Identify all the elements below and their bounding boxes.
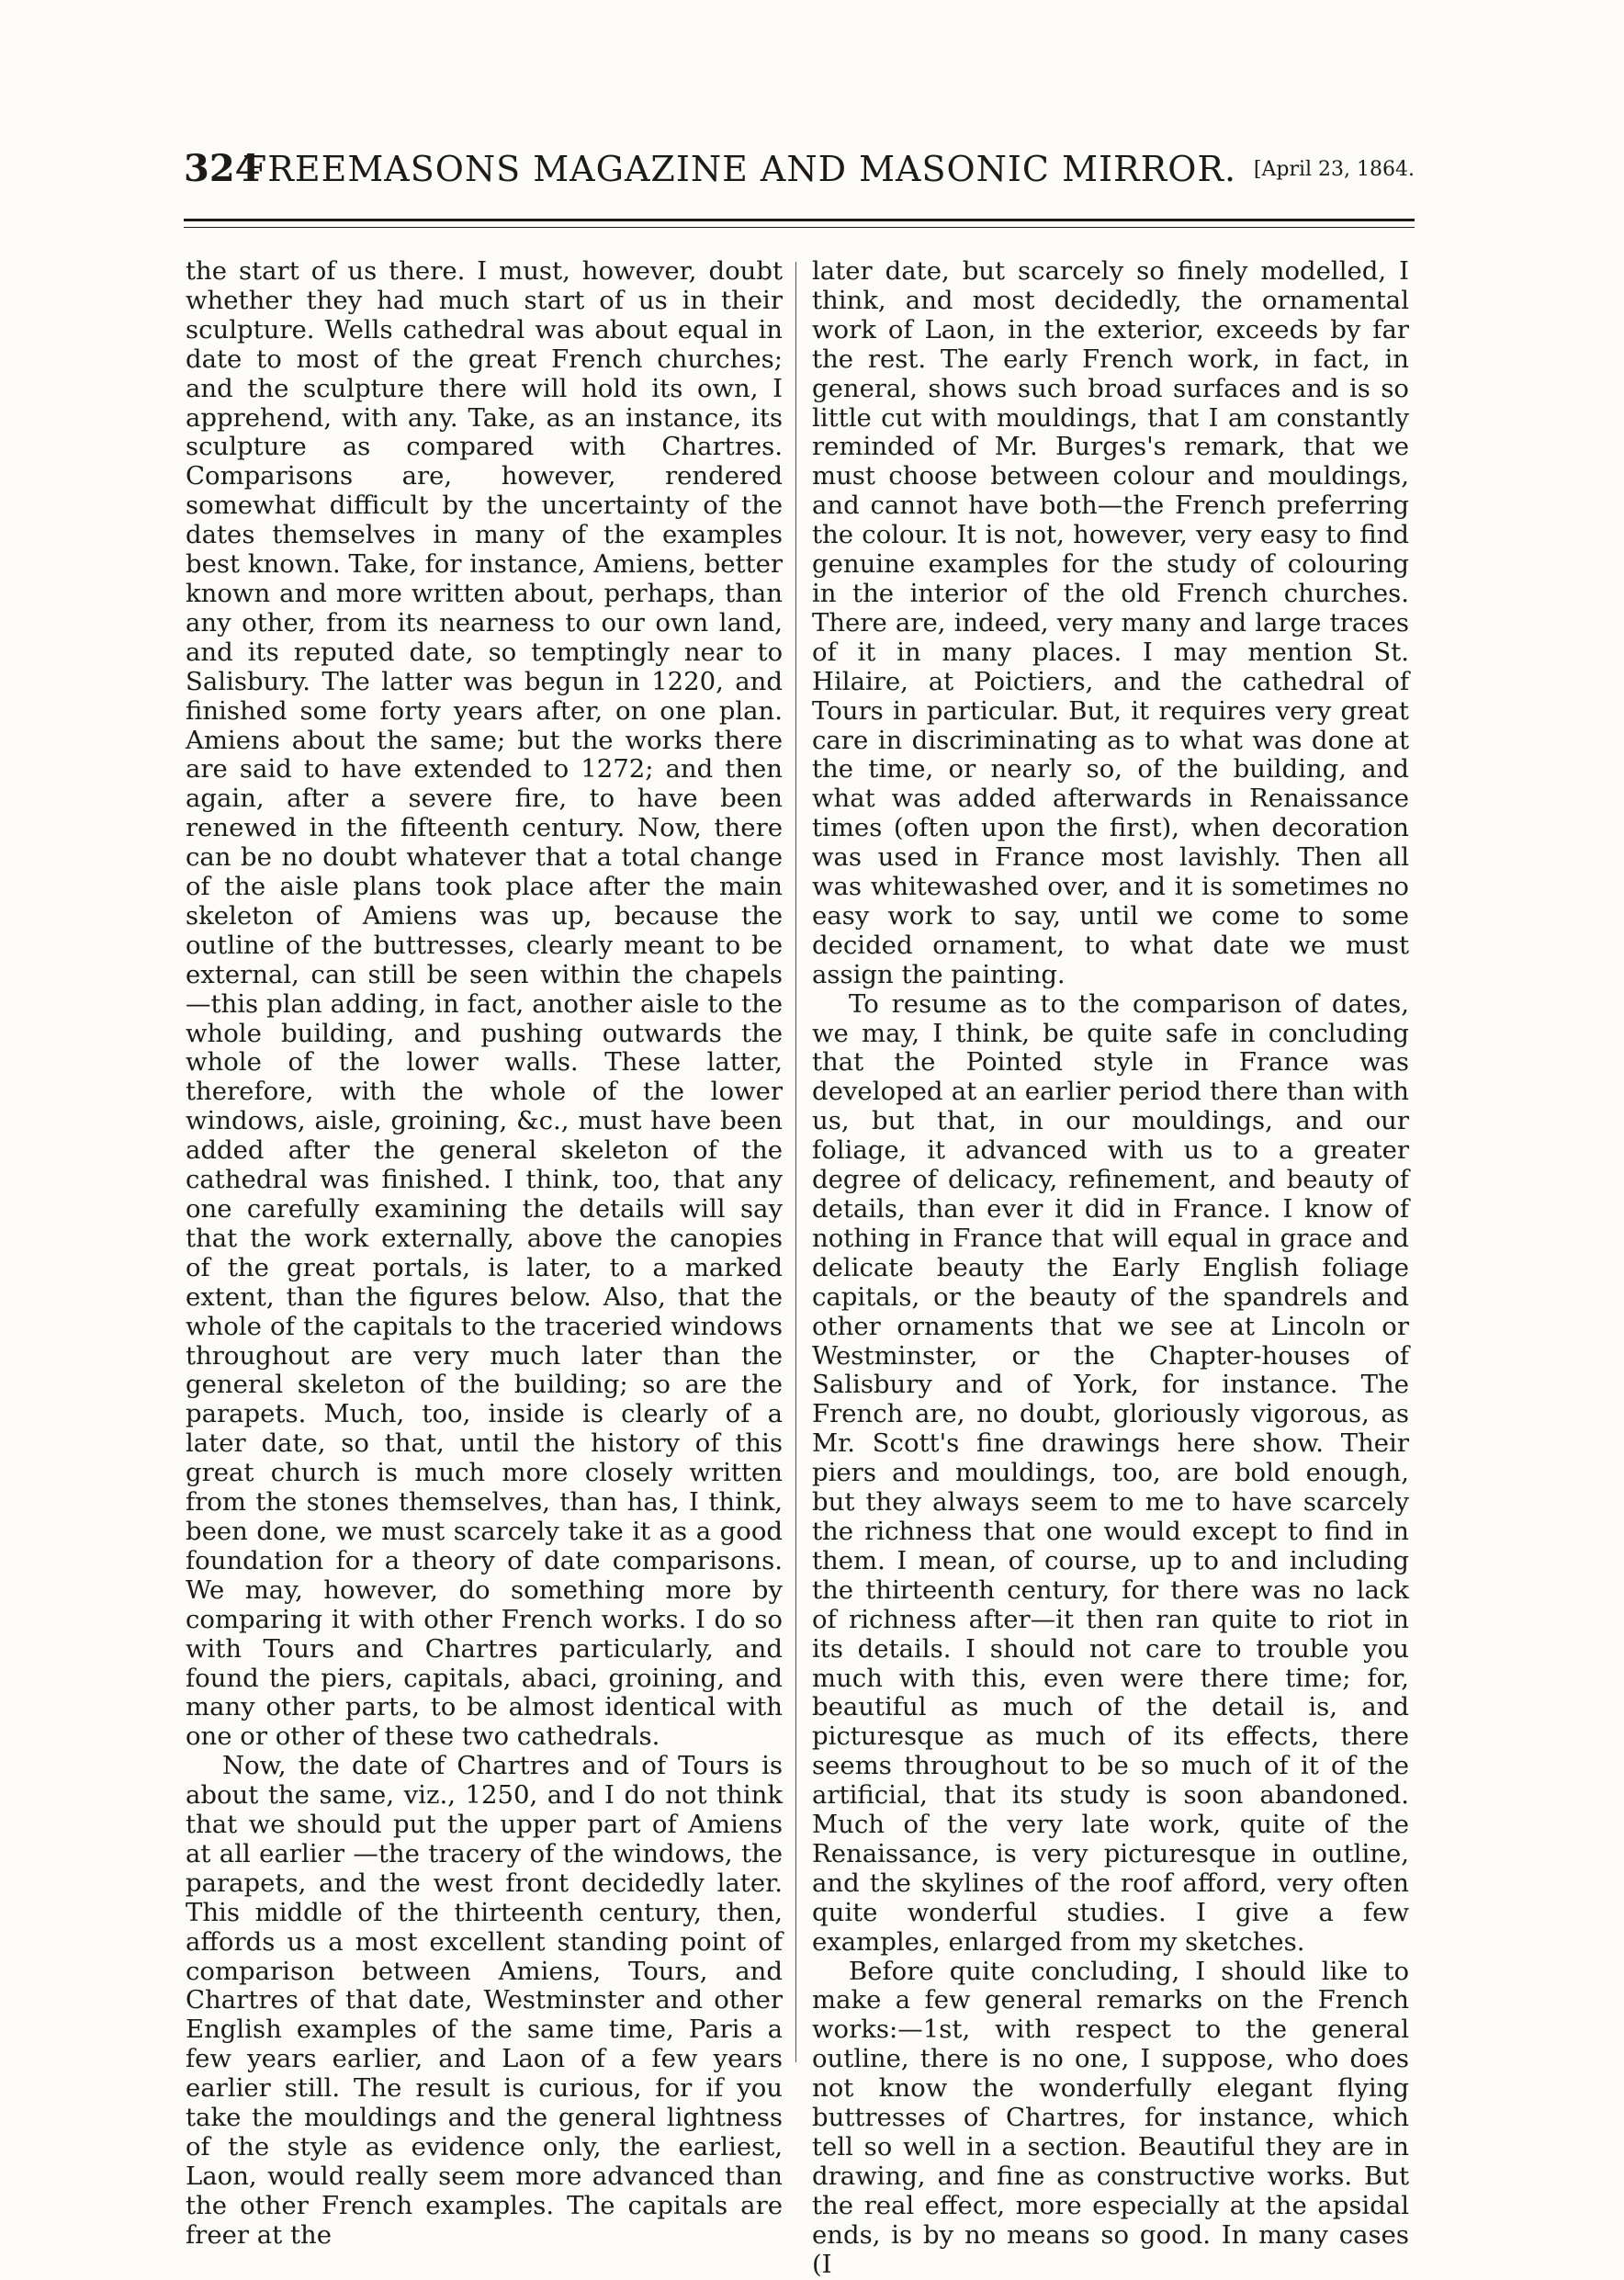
column-divider [795,262,796,2062]
header-rule-thick [184,219,1415,221]
text-column-right [812,257,1409,2280]
paragraph: later date, but scarcely so finely modelled, I think, and most decidedly, the ornamental work of Laon, in the exterior, exceeds by far the rest. The early French work, in fact, in general, shows such broad surfaces and is so little cut with mouldings, that I am constantly reminded of Mr. Burges's remark, that we must choose between colour and mouldings, and cannot have both—the French preferring the colour. It is not, however, very easy to find genuine examples for the study of colouring in the interior of the old French churches. There are, indeed, very many and large traces of it in many places. I may mention St. Hilaire, at Poictiers, and the cathedral of Tours in particular. But, it requires very great care in discriminating as to what was done at the time, or nearly so, of the building, and what was added afterwards in Renaissance times (often upon the first), when decoration was used in France most lavishly. Then all was whitewashed over, and it is sometimes no easy work to say, until we come to some decided ornament, to what date we must assign the painting. [812,256,1409,989]
paragraph: Now, the date of Chartres and of Tours is about the same, viz., 1250, and I do not think that we should put the upper part of Amiens at all earlier —the tracery of the windows, the parapets, and the west front decidedly later. This middle of the thirteenth century, then, affords us a most excellent standing point of comparison between Amiens, Tours, and Chartres of that date, Westminster and other English examples of the same time, Paris a few years earlier, and Laon of a few years earlier still. The result is curious, for if you take the mouldings and the general lightness of the style as evidence only, the earliest, Laon, would really seem more advanced than the other French examples. The capitals are freer at the [186,1751,783,2250]
paragraph: the start of us there. I must, however, doubt whether they had much start of us in their sculpture. Wells cathedral was about equal in date to most of the great French churches; and the sculpture there will hold its own, I apprehend, with any. Take, as an instance, its sculpture as compared with Chartres. Comparisons are, however, rendered somewhat difficult by the uncertainty of the dates themselves in many of the examples best known. Take, for instance, Amiens, better known and more written about, perhaps, than any other, from its nearness to our own land, and its reputed date, so temptingly near to Salisbury. The latter was begun in 1220, and finished some forty years after, on one plan. Amiens about the same; but the works there are said to have extended to 1272; and then again, after a severe fire, to have been renewed in the fifteenth century. Now, there can be no doubt whatever that a total change of the aisle plans took place after the main skeleton of Amiens was up, because the outline of the buttresses, clearly meant to be external, can still be seen within the chapels—this plan adding, in fact, another aisle to the whole building, and pushing outwards the whole of the lower walls. These latter, therefore, with the whole of the lower windows, aisle, groining, &c., must have been added after the general skeleton of the cathedral was finished. I think, too, that any one carefully examining the details will say that the work externally, above the canopies of the great portals, is later, to a marked extent, than the figures below. Also, that the whole of the capitals to the traceried windows throughout are very much later than the general skeleton of the building; so are the parapets. Much, too, inside is clearly of a later date, so that, until the history of this great church is much more closely written from the stones themselves, than has, I think, been done, we must scarcely take it as a good foundation for a theory of date comparisons. We may, however, do something more by comparing it with other French works. I do so with Tours and Chartres particularly, and found the piers, capitals, abaci, groining, and many other parts, to be almost identical with one or other of these two cathedrals. [186,256,783,1752]
publication-title: FREEMASONS MAGAZINE AND MASONIC MIRROR. [242,149,1237,189]
text-column-left [186,257,783,2251]
paragraph: To resume as to the comparison of dates, we may, I think, be quite safe in concluding that the Pointed style in France was developed at an earlier period there than with us, but that, in our mouldings, and our foliage, it advanced with us to a greater degree of delicacy, refinement, and beauty of details, than ever it did in France. I know of nothing in France that will equal in grace and delicate beauty the Early English foliage capitals, or the beauty of the spandrels and other ornaments that we see at Lincoln or Westminster, or the Chapter-houses of Salisbury and of York, for instance. The French are, no doubt, gloriously vigorous, as Mr. Scott's fine drawings here show. Their piers and mouldings, too, are bold enough, but they always seem to me to have scarcely the richness that one would except to find in them. I mean, of course, up to and including the thirteenth century, for there was no lack of richness after—it then ran quite to riot in its details. I should not care to trouble you much with this, even were there time; for, beautiful as much of the detail is, and picturesque as much of its effects, there seems throughout to be so much of it of the artificial, that its study is soon abandoned. Much of the very late work, quite of the Renaissance, is very picturesque in outline, and the skylines of the roof afford, very often quite wonderful studies. I give a few examples, enlarged from my sketches. [812,988,1409,1957]
header-rule-thin [184,227,1415,228]
page-number: 324 [184,147,261,190]
page-header [184,138,1415,202]
paragraph: Before quite concluding, I should like to make a few general remarks on the French works:—1st, with respect to the general outline, there is no one, I suppose, who does not know the wonderfully elegant flying buttresses of Chartres, for instance, which tell so well in a section. Beautiful they are in drawing, and fine as constructive works. But the real effect, more especially at the apsidal ends, is by no means so good. In many cases (I [812,1956,1409,2279]
issue-date: [April 23, 1864. [1253,158,1415,181]
